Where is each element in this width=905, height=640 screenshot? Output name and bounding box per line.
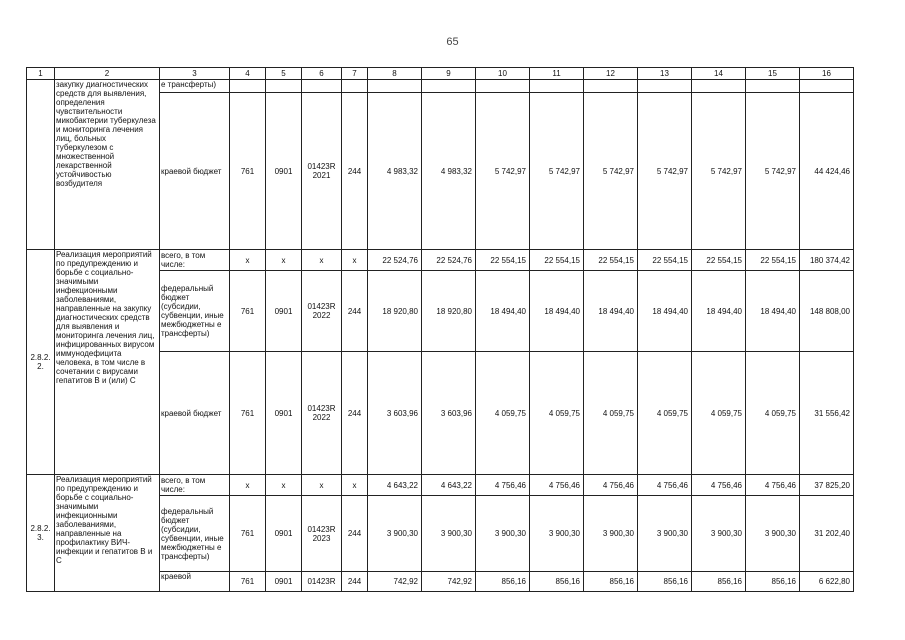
table-row xyxy=(27,80,854,93)
value-cell: 3 900,30 xyxy=(368,496,422,572)
expense-type-code: 244 xyxy=(342,572,368,592)
value-cell: 4 643,22 xyxy=(368,475,422,496)
item-number: 2.8.2. 3. xyxy=(27,475,55,592)
ministry-code: 761 xyxy=(230,271,266,352)
value-cell: 148 808,00 xyxy=(800,271,854,352)
empty-cell xyxy=(692,80,746,93)
value-cell: 3 900,30 xyxy=(746,496,800,572)
value-cell: 4 756,46 xyxy=(584,475,638,496)
column-number-row xyxy=(27,68,854,80)
value-cell: 5 742,97 xyxy=(692,93,746,250)
value-cell: 4 059,75 xyxy=(746,352,800,475)
value-cell: 5 742,97 xyxy=(584,93,638,250)
value-cell: 3 603,96 xyxy=(368,352,422,475)
col-header: 9 xyxy=(422,68,476,80)
section-code: 0901 xyxy=(266,93,302,250)
empty-cell xyxy=(266,80,302,93)
value-cell: 18 494,40 xyxy=(692,271,746,352)
col-header: 10 xyxy=(476,68,530,80)
col-header: 1 xyxy=(27,68,55,80)
item-description: Реализация мероприятий по предупреждению и борьбе с социально-значимыми инфекционными заболеваниями, направленные на закупку диагностических средств для выявления и мониторинга лечения лиц, инфицированных вирусом иммунодефицита человека, в том числе в сочетании с вирусами гепатитов В и (или) С xyxy=(55,250,160,475)
value-cell: 18 494,40 xyxy=(584,271,638,352)
col-header: 16 xyxy=(800,68,854,80)
expense-type-code: x xyxy=(342,250,368,271)
source-cell: е трансферты) xyxy=(160,80,230,93)
col-header: 14 xyxy=(692,68,746,80)
value-cell: 4 059,75 xyxy=(638,352,692,475)
value-cell: 3 900,30 xyxy=(476,496,530,572)
empty-cell xyxy=(476,80,530,93)
target-code: 01423R xyxy=(302,572,342,592)
ministry-code: x xyxy=(230,475,266,496)
value-cell: 742,92 xyxy=(422,572,476,592)
section-code: 0901 xyxy=(266,496,302,572)
value-cell: 5 742,97 xyxy=(530,93,584,250)
value-cell: 856,16 xyxy=(692,572,746,592)
empty-cell xyxy=(342,80,368,93)
col-header: 2 xyxy=(55,68,160,80)
empty-cell xyxy=(584,80,638,93)
item-number-cell xyxy=(27,80,55,250)
ministry-code: 761 xyxy=(230,496,266,572)
value-cell: 3 900,30 xyxy=(422,496,476,572)
source-cell: всего, в том числе: xyxy=(160,475,230,496)
empty-cell xyxy=(230,80,266,93)
target-code: 01423R 2022 xyxy=(302,352,342,475)
value-cell: 3 603,96 xyxy=(422,352,476,475)
source-cell: всего, в том числе: xyxy=(160,250,230,271)
value-cell: 856,16 xyxy=(746,572,800,592)
value-cell: 4 756,46 xyxy=(746,475,800,496)
source-cell: федеральный бюджет (субсидии, субвенции, иные межбюджетны е трансферты) xyxy=(160,271,230,352)
col-header: 12 xyxy=(584,68,638,80)
empty-cell xyxy=(422,80,476,93)
expense-type-code: 244 xyxy=(342,93,368,250)
value-cell: 4 756,46 xyxy=(692,475,746,496)
col-header: 6 xyxy=(302,68,342,80)
value-cell: 44 424,46 xyxy=(800,93,854,250)
value-cell: 22 554,15 xyxy=(638,250,692,271)
expense-type-code: 244 xyxy=(342,271,368,352)
empty-cell xyxy=(530,80,584,93)
value-cell: 22 524,76 xyxy=(368,250,422,271)
target-code: x xyxy=(302,475,342,496)
item-description: Реализация мероприятий по предупреждению и борьбе с социально-значимыми инфекционными заболеваниями, направленные на профилактику ВИЧ-инфекции и гепатитов В и С xyxy=(55,475,160,592)
ministry-code: x xyxy=(230,250,266,271)
value-cell: 742,92 xyxy=(368,572,422,592)
section-code: 0901 xyxy=(266,271,302,352)
page-number: 65 xyxy=(446,36,459,48)
value-cell: 856,16 xyxy=(584,572,638,592)
source-cell: краевой xyxy=(160,572,230,592)
source-cell: краевой бюджет xyxy=(160,93,230,250)
section-code: x xyxy=(266,250,302,271)
col-header: 7 xyxy=(342,68,368,80)
col-header: 5 xyxy=(266,68,302,80)
value-cell: 31 556,42 xyxy=(800,352,854,475)
value-cell: 3 900,30 xyxy=(638,496,692,572)
item-description: закупку диагностических средств для выявления, определения чувствительности микобактерии туберкулеза и мониторинга лечения лиц, больных туберкулезом с множественной лекарственной устойчивостью возбудителя xyxy=(55,80,160,250)
empty-cell xyxy=(302,80,342,93)
section-code: 0901 xyxy=(266,572,302,592)
target-code: 01423R 2023 xyxy=(302,496,342,572)
expense-type-code: x xyxy=(342,475,368,496)
expense-type-code: 244 xyxy=(342,496,368,572)
col-header: 15 xyxy=(746,68,800,80)
value-cell: 4 983,32 xyxy=(368,93,422,250)
target-code: 01423R 2021 xyxy=(302,93,342,250)
ministry-code: 761 xyxy=(230,93,266,250)
value-cell: 18 494,40 xyxy=(530,271,584,352)
value-cell: 4 756,46 xyxy=(530,475,584,496)
empty-cell xyxy=(638,80,692,93)
ministry-code: 761 xyxy=(230,572,266,592)
value-cell: 856,16 xyxy=(530,572,584,592)
expense-type-code: 244 xyxy=(342,352,368,475)
value-cell: 22 554,15 xyxy=(530,250,584,271)
ministry-code: 761 xyxy=(230,352,266,475)
value-cell: 856,16 xyxy=(476,572,530,592)
value-cell: 18 920,80 xyxy=(422,271,476,352)
section-code: 0901 xyxy=(266,352,302,475)
value-cell: 4 756,46 xyxy=(476,475,530,496)
value-cell: 18 494,40 xyxy=(746,271,800,352)
value-cell: 22 554,15 xyxy=(584,250,638,271)
source-cell: краевой бюджет xyxy=(160,352,230,475)
value-cell: 3 900,30 xyxy=(584,496,638,572)
value-cell: 22 554,15 xyxy=(476,250,530,271)
value-cell: 4 643,22 xyxy=(422,475,476,496)
table-row xyxy=(27,475,854,496)
value-cell: 5 742,97 xyxy=(746,93,800,250)
source-cell: федеральный бюджет (субсидии, субвенции, иные межбюджетны е трансферты) xyxy=(160,496,230,572)
value-cell: 4 983,32 xyxy=(422,93,476,250)
value-cell: 856,16 xyxy=(638,572,692,592)
value-cell: 3 900,30 xyxy=(530,496,584,572)
target-code: x xyxy=(302,250,342,271)
value-cell: 31 202,40 xyxy=(800,496,854,572)
table-row xyxy=(27,250,854,271)
col-header: 13 xyxy=(638,68,692,80)
empty-cell xyxy=(800,80,854,93)
value-cell: 22 554,15 xyxy=(692,250,746,271)
value-cell: 5 742,97 xyxy=(476,93,530,250)
value-cell: 5 742,97 xyxy=(638,93,692,250)
value-cell: 4 756,46 xyxy=(638,475,692,496)
value-cell: 6 622,80 xyxy=(800,572,854,592)
value-cell: 37 825,20 xyxy=(800,475,854,496)
col-header: 8 xyxy=(368,68,422,80)
value-cell: 18 920,80 xyxy=(368,271,422,352)
value-cell: 4 059,75 xyxy=(530,352,584,475)
section-code: x xyxy=(266,475,302,496)
col-header: 4 xyxy=(230,68,266,80)
value-cell: 18 494,40 xyxy=(638,271,692,352)
target-code: 01423R 2022 xyxy=(302,271,342,352)
empty-cell xyxy=(368,80,422,93)
value-cell: 180 374,42 xyxy=(800,250,854,271)
value-cell: 18 494,40 xyxy=(476,271,530,352)
value-cell: 22 524,76 xyxy=(422,250,476,271)
value-cell: 22 554,15 xyxy=(746,250,800,271)
item-number: 2.8.2. 2. xyxy=(27,250,55,475)
budget-table xyxy=(26,67,854,592)
empty-cell xyxy=(746,80,800,93)
value-cell: 4 059,75 xyxy=(692,352,746,475)
value-cell: 3 900,30 xyxy=(692,496,746,572)
value-cell: 4 059,75 xyxy=(476,352,530,475)
value-cell: 4 059,75 xyxy=(584,352,638,475)
col-header: 11 xyxy=(530,68,584,80)
col-header: 3 xyxy=(160,68,230,80)
